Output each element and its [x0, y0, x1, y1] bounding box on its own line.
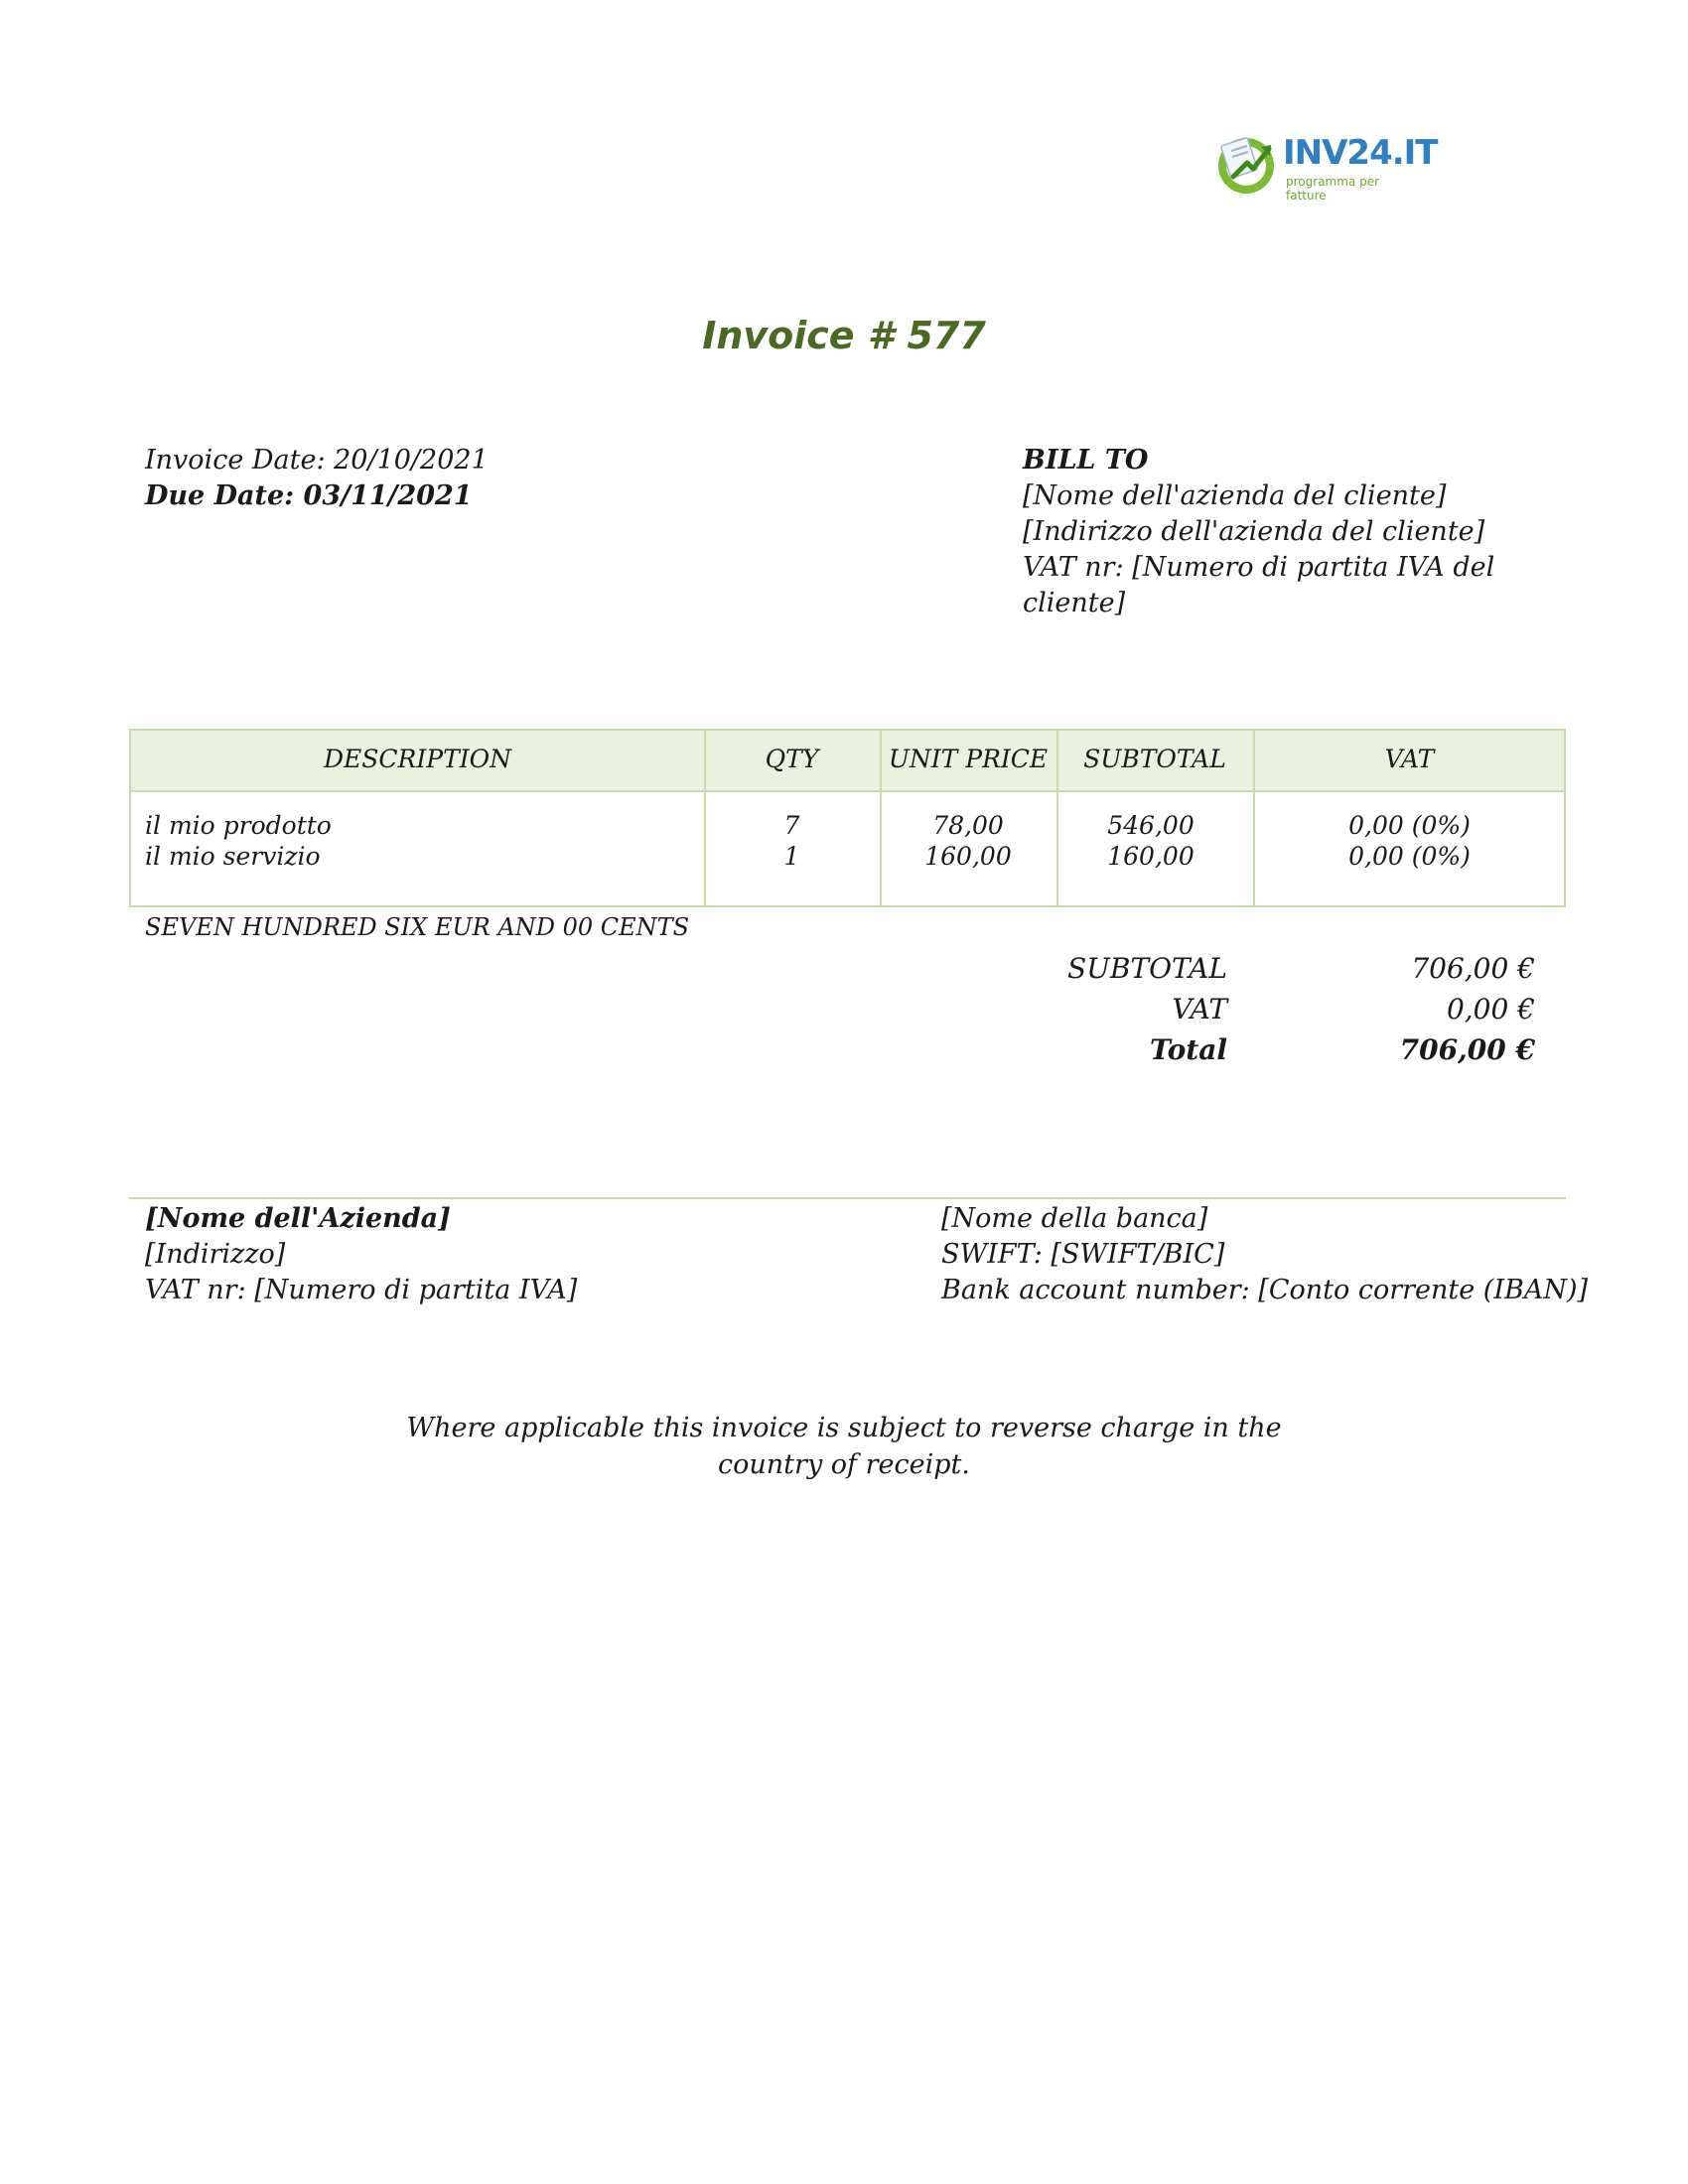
company-logo — [1213, 127, 1438, 203]
bank-swift: SWIFT: [SWIFT/BIC] — [941, 1239, 1225, 1270]
reverse-charge-notice — [0, 1410, 1688, 1483]
logo-wordmark: INV24.IT — [1283, 133, 1438, 173]
bill-to-heading: BILL TO — [1023, 445, 1149, 476]
header-vat: VAT — [1384, 745, 1435, 773]
notice-line: country of receipt. — [718, 1449, 970, 1480]
header-description: DESCRIPTION — [324, 745, 511, 773]
seller-name: [Nome dell'Azienda] — [145, 1203, 451, 1234]
total-value: 706,00 € — [1399, 1033, 1535, 1066]
row-description: il mio prodotto — [145, 811, 332, 840]
row-subtotal: 546,00 — [1107, 811, 1195, 840]
client-vat: VAT nr: [Numero di partita IVA del — [1023, 552, 1495, 583]
logo-tagline: programma per fatture — [1286, 175, 1380, 203]
header-subtotal: SUBTOTAL — [1083, 745, 1226, 773]
header-qty: QTY — [765, 745, 819, 773]
seller-block — [145, 1201, 840, 1308]
row-unit-price: 78,00 — [932, 811, 1004, 840]
invoice-date: Invoice Date: 20/10/2021 — [145, 445, 489, 476]
subtotal-label: SUBTOTAL — [1067, 952, 1227, 985]
row-unit-price: 160,00 — [924, 842, 1012, 871]
bill-to-block — [1023, 443, 1499, 621]
client-vat-cont: cliente] — [1023, 588, 1126, 618]
bank-account: Bank account number: [Conto corrente (IBAN)] — [941, 1275, 1589, 1305]
seller-vat: VAT nr: [Numero di partita IVA] — [145, 1275, 578, 1305]
client-address: [Indirizzo dell'azienda del cliente] — [1023, 516, 1485, 547]
vat-label: VAT — [1172, 993, 1227, 1025]
items-table — [129, 729, 1566, 907]
notice-line: Where applicable this invoice is subject to reverse charge in the — [406, 1413, 1282, 1443]
footer-divider — [129, 1197, 1566, 1199]
total-label: Total — [1149, 1033, 1227, 1066]
client-company: [Nome dell'azienda del cliente] — [1023, 480, 1447, 511]
amount-in-words: SEVEN HUNDRED SIX EUR AND 00 CENTS — [145, 913, 690, 941]
header-unit-price: UNIT PRICE — [888, 745, 1049, 773]
invoice-title: Invoice # 577 — [702, 314, 986, 357]
row-vat: 0,00 (0%) — [1348, 811, 1471, 840]
vat-value: 0,00 € — [1446, 993, 1535, 1025]
row-qty: 1 — [783, 842, 800, 871]
bank-name: [Nome della banca] — [941, 1203, 1208, 1234]
bank-block — [941, 1201, 1636, 1308]
logo-icon — [1213, 131, 1279, 197]
row-description: il mio servizio — [145, 842, 321, 871]
row-qty: 7 — [783, 811, 800, 840]
due-date: Due Date: 03/11/2021 — [145, 480, 473, 511]
seller-address: [Indirizzo] — [145, 1239, 286, 1270]
row-subtotal: 160,00 — [1107, 842, 1195, 871]
invoice-dates — [145, 443, 741, 514]
row-vat: 0,00 (0%) — [1348, 842, 1471, 871]
subtotal-value: 706,00 € — [1411, 952, 1535, 985]
